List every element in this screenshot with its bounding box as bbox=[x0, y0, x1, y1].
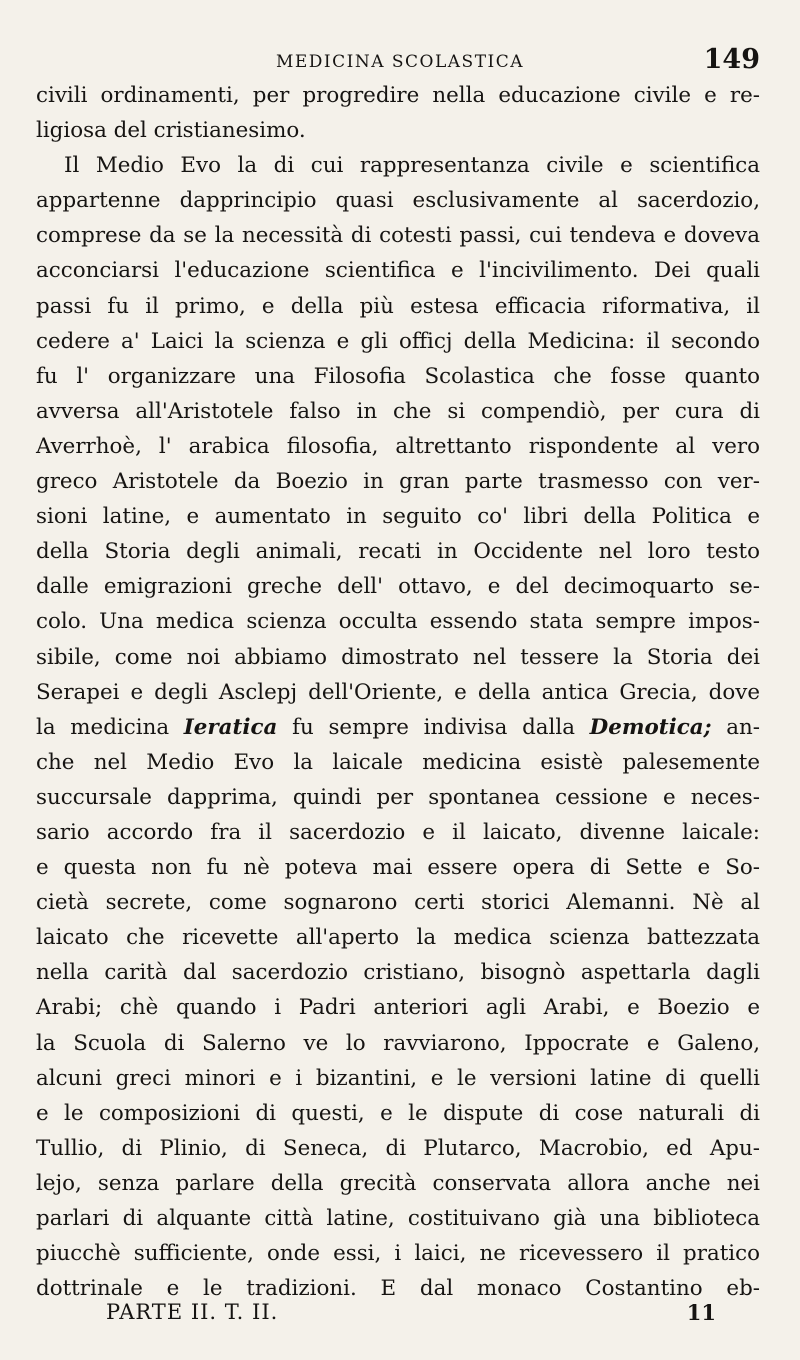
running-head bbox=[36, 44, 764, 78]
text-segment: an- bbox=[726, 714, 760, 740]
text-line: avversa all'Aristotele falso in che si compendiò, per cura di bbox=[36, 398, 760, 424]
text-line: e le composizioni di questi, e le dispute di cose naturali di bbox=[36, 1100, 760, 1126]
text-line-mixed bbox=[36, 710, 760, 745]
page-footer bbox=[76, 1300, 716, 1330]
text-segment: fu sempre indivisa dalla bbox=[292, 714, 575, 740]
text-segment: la medicina bbox=[36, 714, 170, 740]
text-line: appartenne dapprincipio quasi esclusivamente al sacerdozio, bbox=[36, 188, 760, 214]
text-line: sario accordo fra il sacerdozio e il laicato, divenne laicale: bbox=[36, 819, 760, 845]
text-line: alcuni greci minori e i bizantini, e le versioni latine di quelli bbox=[36, 1065, 760, 1091]
signature-mark: PARTE II. T. II. bbox=[106, 1300, 279, 1324]
text-line: fu l' organizzare una Filosofia Scolastica che fosse quanto bbox=[36, 363, 760, 389]
text-line: colo. Una medica scienza occulta essendo stata sempre impos- bbox=[36, 609, 760, 635]
text-line: e questa non fu nè poteva mai essere opera di Sette e So- bbox=[36, 855, 760, 881]
text-line: acconciarsi l'educazione scientifica e l'incivilimento. Dei quali bbox=[36, 258, 760, 284]
text-line: sioni latine, e aumentato in seguito co' libri della Politica e bbox=[36, 504, 760, 530]
text-line: la Scuola di Salerno ve lo ravviarono, Ippocrate e Galeno, bbox=[36, 1030, 760, 1056]
text-line: parlari di alquante città latine, costituivano già una biblioteca bbox=[36, 1206, 760, 1231]
text-line: Averrhoè, l' arabica filosofia, altrettanto rispondente al vero bbox=[36, 433, 760, 459]
text-line: sibile, come noi abbiamo dimostrato nel tessere la Storia dei bbox=[36, 644, 760, 670]
text-line: Tullio, di Plinio, di Seneca, di Plutarco, Macrobio, ed Apu- bbox=[36, 1135, 760, 1161]
text-line: lejo, senza parlare della grecità conservata allora anche nei bbox=[36, 1170, 760, 1196]
text-line: dalle emigrazioni greche dell' ottavo, e del decimoquarto se- bbox=[36, 574, 760, 600]
text-line: laicato che ricevette all'aperto la medica scienza battezzata bbox=[36, 925, 760, 951]
text-line: cedere a' Laici la scienza e gli officj della Medicina: il secondo bbox=[36, 328, 760, 354]
text-line: cietà secrete, come sognarono certi storici Alemanni. Nè al bbox=[36, 890, 760, 916]
text-line: della Storia degli animali, recati in Occidente nel loro testo bbox=[36, 539, 760, 565]
text-line: che nel Medio Evo la laicale medicina esistè palesemente bbox=[36, 749, 760, 775]
text-line: Serapei e degli Asclepj dell'Oriente, e della antica Grecia, dove bbox=[36, 679, 760, 705]
text-line: comprese da se la necessità di cotesti passi, cui tendeva e doveva bbox=[36, 223, 760, 249]
text-line: ligiosa del cristianesimo. bbox=[36, 118, 306, 144]
body-text bbox=[36, 78, 760, 1306]
text-line: Il Medio Evo la di cui rappresentanza civile e scientifica bbox=[64, 153, 760, 179]
text-line: piucchè sufficiente, onde essi, i laici, ne ricevessero il pratico bbox=[36, 1241, 760, 1267]
text-line: greco Aristotele da Boezio in gran parte trasmesso con ver- bbox=[36, 469, 760, 495]
running-title: MEDICINA SCOLASTICA bbox=[275, 52, 525, 72]
text-line: nella carità dal sacerdozio cristiano, bisognò aspettarla dagli bbox=[36, 960, 760, 986]
text-line: Arabi; chè quando i Padri anteriori agli Arabi, e Boezio e bbox=[36, 995, 760, 1021]
text-line: dottrinale e le tradizioni. E dal monaco Costantino eb- bbox=[36, 1276, 760, 1302]
text-line: civili ordinamenti, per progredire nella educazione civile e re- bbox=[36, 83, 760, 108]
page-number: 149 bbox=[703, 44, 760, 75]
signature-number: 11 bbox=[686, 1300, 716, 1325]
italic-term: Ieratica bbox=[183, 714, 278, 740]
text-line: passi fu il primo, e della più estesa efficacia riformativa, il bbox=[36, 293, 760, 319]
text-line: succursale dapprima, quindi per spontanea cessione e neces- bbox=[36, 784, 760, 810]
italic-term: Demotica; bbox=[589, 714, 712, 740]
